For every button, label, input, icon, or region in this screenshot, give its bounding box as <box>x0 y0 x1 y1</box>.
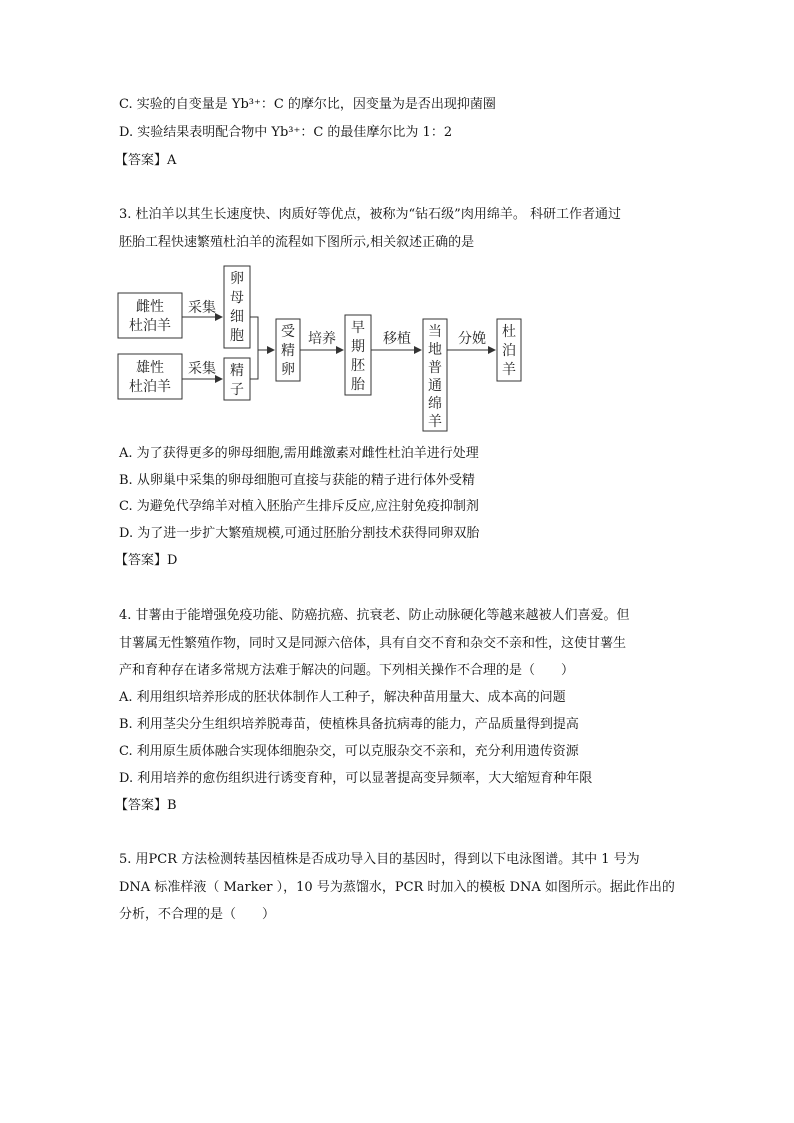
sperm-char-2: 子 <box>230 382 244 398</box>
q4-option-d: D. 利用培养的愈伤组织进行诱变育种，可以显著提高变异频率，大大缩短育种年限 <box>119 771 593 786</box>
male-dorper-label-1: 雄性 <box>136 360 164 376</box>
zygote-char-3: 卵 <box>281 362 295 378</box>
dorper-char-2: 泊 <box>502 343 516 359</box>
q4-option-c: C. 利用原生质体融合实现体细胞杂交，可以克服杂交不亲和，充分利用遗传资源 <box>119 744 579 759</box>
collect-label-top: 采集 <box>188 300 216 316</box>
q4-answer: 【答案】B <box>115 798 177 813</box>
early-embryo-char-1: 早 <box>351 320 365 336</box>
collect-label-bottom: 采集 <box>188 361 216 377</box>
early-embryo-char-3: 胚 <box>351 358 365 374</box>
q4-stem-line3: 产和育种存在诸多常规方法难于解决的问题。下列相关操作不合理的是（ ） <box>119 663 575 678</box>
culture-label: 培养 <box>308 331 336 347</box>
q4-stem-line1: 4. 甘薯由于能增强免疫功能、防癌抗癌、抗衰老、防止动脉硬化等越来越被人们喜爱。但 <box>119 608 630 623</box>
q2-answer: 【答案】A <box>115 153 177 168</box>
q3-answer: 【答案】D <box>115 553 178 568</box>
oocyte-char-3: 细 <box>230 309 244 325</box>
q3-option-c: C. 为避免代孕绵羊对植入胚胎产生排斥反应,应注射免疫抑制剂 <box>119 499 479 514</box>
q4-option-b: B. 利用茎尖分生组织培养脱毒苗，使植株具备抗病毒的能力，产品质量得到提高 <box>119 717 579 732</box>
zygote-char-2: 精 <box>281 343 295 359</box>
female-dorper-label-1: 雌性 <box>136 299 164 315</box>
female-dorper-label-2: 杜泊羊 <box>129 318 171 334</box>
male-dorper-label-2: 杜泊羊 <box>129 379 171 395</box>
oocyte-char-4: 胞 <box>230 328 244 344</box>
early-embryo-char-2: 期 <box>351 339 365 355</box>
q3-option-a: A. 为了获得更多的卵母细胞,需用雌激素对雌性杜泊羊进行处理 <box>119 446 479 461</box>
q3-stem-line1: 3. 杜泊羊以其生长速度快、肉质好等优点，被称为“钻石级”肉用绵羊。 科研工作者通过 <box>119 207 621 222</box>
sperm-char-1: 精 <box>230 363 244 379</box>
q3-option-d: D. 为了进一步扩大繁殖规模,可通过胚胎分割技术获得同卵双胎 <box>119 526 480 541</box>
local-sheep-char-2: 地 <box>428 342 442 358</box>
q4-option-a: A. 利用组织培养形成的胚状体制作人工种子，解决种苗用量大、成本高的问题 <box>119 690 566 705</box>
q5-stem-line1: 5. 用PCR 方法检测转基因植株是否成功导入目的基因时，得到以下电泳图谱。其中 1 号为 <box>119 852 640 867</box>
q2-option-c: C. 实验的自变量是 Yb³⁺：C 的摩尔比，因变量为是否出现抑菌圈 <box>119 97 496 112</box>
q4-stem-line2: 甘薯属无性繁殖作物，同时又是同源六倍体，具有自交不育和杂交不亲和性，这使甘薯生 <box>119 636 627 651</box>
local-sheep-char-4: 通 <box>428 378 442 394</box>
q5-stem-line2: DNA 标准样液（ Marker ），10 号为蒸馏水，PCR 时加入的模板 DNA 如图所示。据此作出的 <box>119 880 675 895</box>
local-sheep-char-6: 羊 <box>428 414 442 430</box>
dorper-char-3: 羊 <box>502 362 516 378</box>
birth-label: 分娩 <box>458 331 486 347</box>
local-sheep-char-5: 绵 <box>428 396 442 412</box>
early-embryo-char-4: 胎 <box>351 377 365 393</box>
zygote-char-1: 受 <box>281 324 295 340</box>
q3-stem-line2: 胚胎工程快速繁殖杜泊羊的流程如下图所示,相关叙述正确的是 <box>119 235 475 250</box>
embryo-engineering-flowchart <box>116 262 536 432</box>
oocyte-char-2: 母 <box>230 290 244 306</box>
q2-option-d: D. 实验结果表明配合物中 Yb³⁺：C 的最佳摩尔比为 1：2 <box>119 125 453 140</box>
local-sheep-char-1: 当 <box>428 324 442 340</box>
oocyte-char-1: 卵 <box>230 271 244 287</box>
local-sheep-char-3: 普 <box>428 360 442 376</box>
q5-stem-line3: 分析，不合理的是（ ） <box>119 907 276 922</box>
dorper-char-1: 杜 <box>502 324 516 340</box>
transfer-label: 移植 <box>383 331 411 347</box>
q3-option-b: B. 从卵巢中采集的卵母细胞可直接与获能的精子进行体外受精 <box>119 473 475 488</box>
